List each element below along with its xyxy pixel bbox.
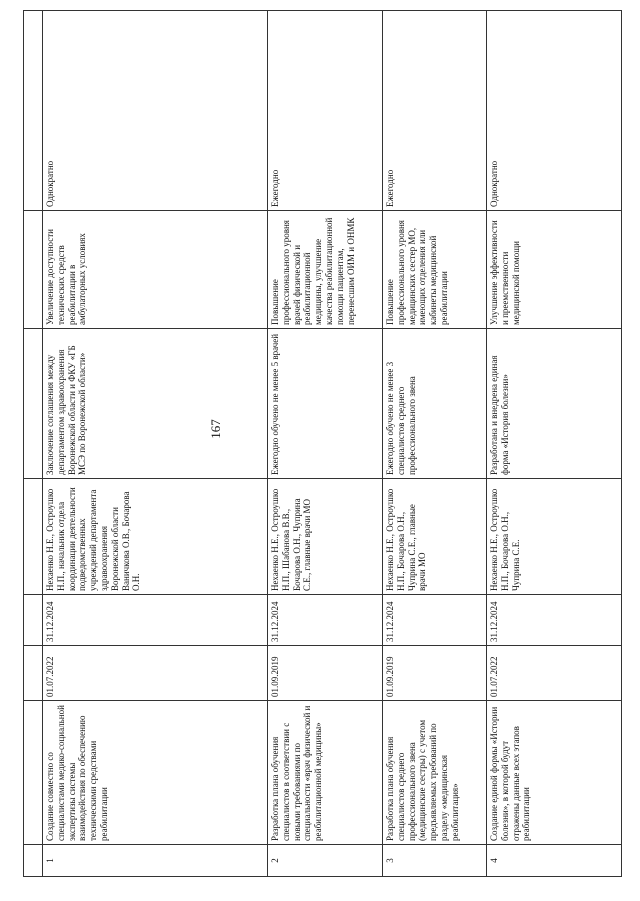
- header-cell: [24, 211, 43, 329]
- activity-cell: Разработка плана обучения специалистов среднего профессионального звена (медицинские сестры) с учетом предъявляемых требований по разделу «медицинская реабилитация»: [383, 701, 487, 845]
- end-date-cell: 31.12.2024: [383, 595, 487, 646]
- indicator-cell: Разработана и внедрена единая форма «История болезни»: [487, 329, 622, 479]
- frequency-cell: Ежегодно: [383, 11, 487, 211]
- start-date-cell: 01.09.2019: [383, 646, 487, 701]
- frequency-cell: Ежегодно: [268, 11, 383, 211]
- table-row: [487, 11, 622, 877]
- rotated-table-area: [23, 11, 616, 877]
- result-cell: Повышение профессионального уровня медицинских сестер МО, имеющих отделения или кабинеты медицинской реабилитации: [383, 211, 487, 329]
- frequency-cell: Однократно: [43, 11, 268, 211]
- end-date-cell: 31.12.2024: [268, 595, 383, 646]
- row-number: 4: [487, 845, 622, 877]
- result-cell: Повышение профессионального уровня врачей физической и реабилитационной медицины, улучшение качества реабилитационной помощи пациентам, перенесшим ОИМ и ОНМК: [268, 211, 383, 329]
- indicator-cell: Заключение соглашения между департаментом здравоохранения Воронежской области и ФКУ «ГБ МСЭ по Воронежской области»: [43, 329, 268, 479]
- row-number: 2: [268, 845, 383, 877]
- indicator-cell: Ежегодно обучено не менее 3 специалистов среднего профессионального звена: [383, 329, 487, 479]
- table-row: [383, 11, 487, 877]
- rotated-table-frame: [23, 11, 616, 877]
- responsible-cell: Нехаенко Н.Е., Остроушко Н.П., Шабанова В.В., Бочарова О.Н., Чуприна С.Е., главные врачи МО: [268, 479, 383, 595]
- header-cell: [24, 329, 43, 479]
- row-number: 1: [43, 845, 268, 877]
- page-number: 167: [208, 419, 223, 439]
- result-cell: Улучшение эффективности и преемственности медицинской помощи: [487, 211, 622, 329]
- row-number: 3: [383, 845, 487, 877]
- activity-cell: Разработка плана обучения специалистов в соответствии с новыми требованиями по специальности «врач физической и реабилитационной медицины»: [268, 701, 383, 845]
- table-row: [43, 11, 268, 877]
- header-cell: [24, 11, 43, 211]
- header-cell: [24, 845, 43, 877]
- start-date-cell: 01.09.2019: [268, 646, 383, 701]
- header-cell: [24, 701, 43, 845]
- activity-cell: Создание единой формы «Истории болезни», в которой будут отражены данные всех этапов реабилитации: [487, 701, 622, 845]
- responsible-cell: Нехаенко Н.Е., Остроушко Н.П., начальник отдела координации деятельности подведомственных учреждений департамента здравоохранения Воронежской области Ваничкова О.В., Бочарова О.Н.: [43, 479, 268, 595]
- table-row: [268, 11, 383, 877]
- action-plan-table: [23, 10, 622, 877]
- frequency-cell: Однократно: [487, 11, 622, 211]
- end-date-cell: 31.12.2024: [487, 595, 622, 646]
- result-cell: Увеличение доступности технических средств реабилитации в амбулаторных условиях: [43, 211, 268, 329]
- header-cell: [24, 479, 43, 595]
- start-date-cell: 01.07.2022: [487, 646, 622, 701]
- header-cell: [24, 646, 43, 701]
- activity-cell: Создание совместно со специалистами медико-социальной экспертизы системы взаимодействия по обеспечению техническими средствами реабилитации: [43, 701, 268, 845]
- responsible-cell: Нехаенко Н.Е., Остроушко Н.П., Бочарова О.Н., Чуприна С.Е.: [487, 479, 622, 595]
- header-cell: [24, 595, 43, 646]
- indicator-cell: Ежегодно обучено не менее 5 врачей: [268, 329, 383, 479]
- responsible-cell: Нехаенко Н.Е., Остроушко Н.П., Бочарова О.Н., Чуприна С.Е., главные врачи МО: [383, 479, 487, 595]
- end-date-cell: 31.12.2024: [43, 595, 268, 646]
- start-date-cell: 01.07.2022: [43, 646, 268, 701]
- header-remnant-row: [24, 11, 43, 877]
